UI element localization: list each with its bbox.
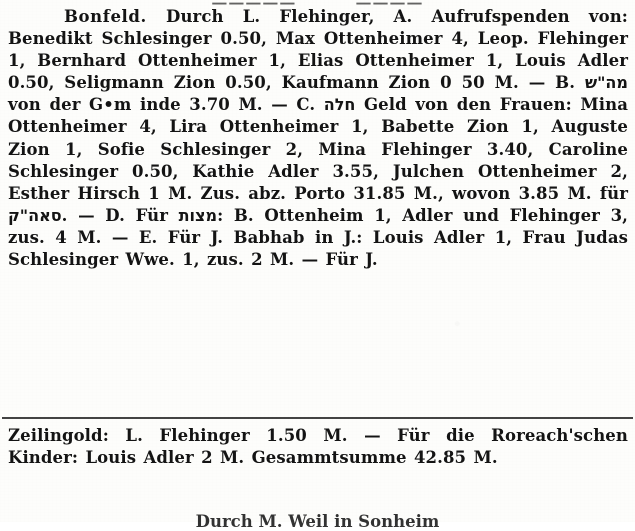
horizontal-divider [2,417,633,419]
hebrew-term-matzot: מצות [178,205,218,225]
clipped-bottom-line: Durch M. Weil in Sonheim [195,512,440,531]
hebrew-term-challah: חלה [323,95,356,115]
paragraph-main-entry: Bonfeld. Durch L. Flehinger, A. Aufrufspenden von: Benedikt Schlesinger 0.50, Max Ottenheimer 4, Leop. Flehinger 1, Bernhard Ottenheimer 1, Elias Ottenheimer 1, Louis Adler 0.50, Seligmann Zion 0.50, Kaufmann Zion 0 50 M. — B. מה"ש von der G•m inde 3.70 M. — C. חלה Geld von den Frauen: Mina Ottenheimer 4, Lira Ottenheimer 1, Babette Zion 1, Auguste Zion 1, Sofie Schlesinger 2, Mina Flehinger 3.40, Caroline Schlesinger 0.50, Kathie Adler 3.55, Julchen Ottenheimer 2, Esther Hirsch 1 M. Zus. abz. Porto 31.85 M., wovon 3.85 M. für סאה"ק. — D. Für מצות: B. Ottenheim 1, Adler und Flehinger 3, zus. 4 M. — E. Für J. Babhab in J.: Louis Adler 1, Frau Judas Schlesinger Wwe. 1, zus. 2 M. — Für J. [8,7,628,270]
clipped-top-line: ————— ———— [211,0,424,12]
hebrew-term-saak: סאה"ק [8,205,62,225]
article-tail [8,425,628,469]
paragraph-zeilingold-entry: Zeilingold: L. Flehinger 1.50 M. — Für die Roreach'schen Kinder: Louis Adler 2 M. Gesammtsumme 42.85 M. [8,426,628,468]
article-body [8,6,628,271]
place-name: Bonfeld. [64,7,147,26]
hebrew-term-mahs: מה"ש [584,73,628,93]
